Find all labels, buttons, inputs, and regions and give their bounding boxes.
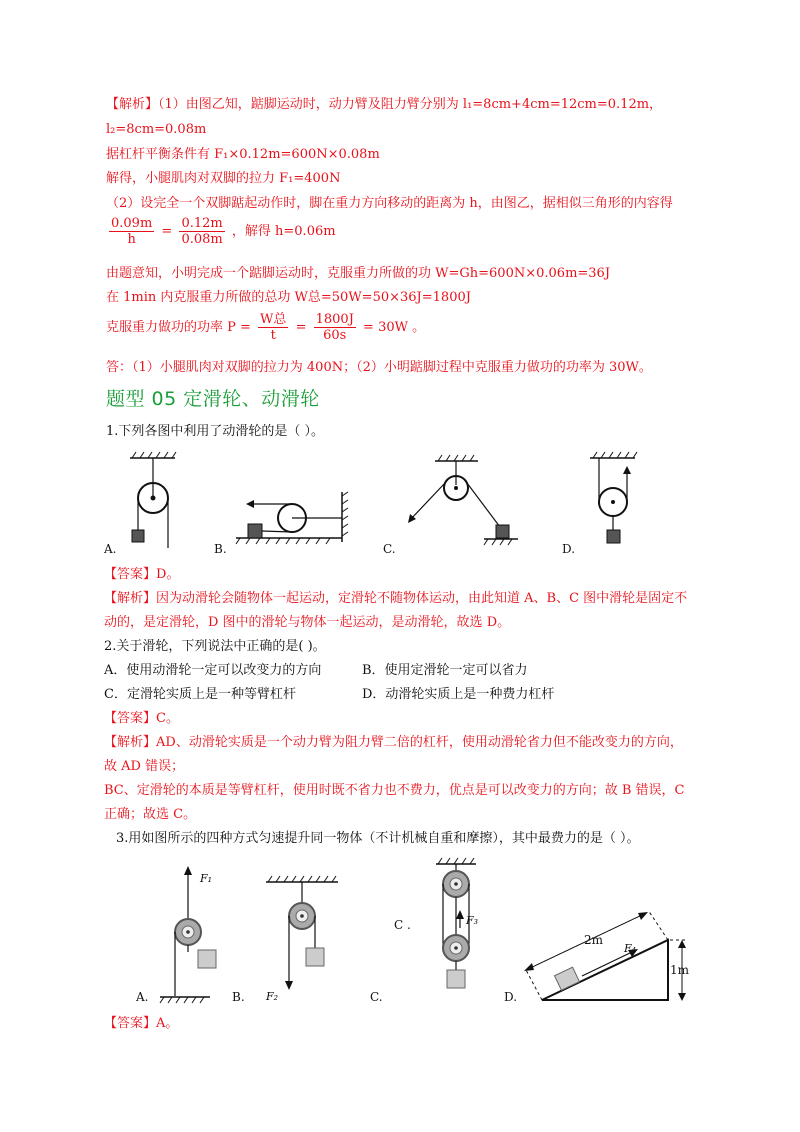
q3-length-1m: 1m	[670, 963, 690, 977]
q2-stem: 2.关于滑轮，下列说法中正确的是( )。	[104, 639, 326, 654]
q3-force-f1: F₁	[200, 872, 213, 885]
q3-figure-a	[150, 864, 220, 1004]
q1-analysis-line1: 【解析】因为动滑轮会随物体一起运动，定滑轮不随物体运动，由此知道 A、B、C 图中滑轮是固定不	[104, 591, 688, 606]
q2-analysis-line3: BC、定滑轮的本质是等臂杠杆，使用时既不省力也不费力，优点是可以改变力的方向；故 B 错误，C	[104, 783, 685, 798]
q3-option-c-inline: C .	[394, 918, 411, 932]
q3-figure-c	[430, 858, 500, 998]
analysis1-line7: 由题意知，小明完成一个踮脚运动时，克服重力所做的功 W=Gh=600N×0.06m=36J	[106, 266, 611, 281]
analysis1-line3: 据杠杆平衡条件有 F₁×0.12m=600N×0.08m	[106, 147, 380, 162]
q3-option-a: A.	[136, 990, 149, 1004]
proportion-equation: $\frac{0.09m}{h}$ = $\frac{0.12m}{0.08m}$ ，解得 h=0.06m	[111, 216, 336, 247]
q1-analysis-line2: 动的，是定滑轮，D 图中的滑轮与物体一起运动，是动滑轮，故选 D。	[104, 615, 511, 630]
q3-force-f3: F₃	[466, 914, 479, 927]
analysis1-line8: 在 1min 内克服重力所做的总功 W总=50W=50×36J=1800J	[106, 290, 471, 305]
q3-option-c: C.	[370, 990, 383, 1004]
section-heading: 题型 05 定滑轮、动滑轮	[106, 388, 320, 410]
power-equation: 克服重力做功的功率 P = $\frac{\text{W总}}{t}$ = $\frac{1800J}{60s}$ = 30W 。	[106, 312, 426, 343]
analysis-text: （1）由图乙知，踮脚运动时，动力臂及阻力臂分别为 l₁=8cm+4cm=12cm=0.12m，	[158, 97, 663, 112]
q1-option-d: D.	[562, 542, 576, 556]
q3-figure-b	[262, 876, 342, 1006]
analysis1-line2: l₂=8cm=0.08m	[106, 122, 207, 137]
q2-option-b: B．使用定滑轮一定可以省力	[362, 663, 528, 678]
q2-option-a: A．使用动滑轮一定可以改变力的方向	[104, 663, 322, 678]
fraction-values: $\frac{1800J}{60s}$	[315, 312, 354, 343]
fraction-left: $\frac{0.09m}{h}$	[111, 216, 153, 247]
q3-option-b: B.	[232, 990, 245, 1004]
q1-figure-d	[585, 452, 645, 552]
q3-force-f4: F₄	[624, 942, 637, 955]
q2-analysis-line4: 正确；故选 C。	[104, 807, 197, 822]
q3-option-d: D.	[504, 990, 518, 1004]
q1-option-b: B.	[214, 542, 227, 556]
q1-figure-b	[232, 490, 352, 550]
q2-option-d: D．动滑轮实质上是一种费力杠杆	[362, 687, 555, 702]
q3-answer: 【答案】A。	[104, 1016, 179, 1031]
q1-option-a: A.	[104, 542, 117, 556]
q3-stem: 3.用如图所示的四种方式匀速提升同一物体（不计机械自重和摩擦），其中最费力的是（ ）。	[116, 831, 640, 846]
q2-analysis-line2: 故 AD 错误；	[104, 759, 185, 774]
q2-answer: 【答案】C。	[104, 711, 179, 726]
q2-analysis-line1: 【解析】AD、动滑轮实质是一个动力臂为阻力臂二倍的杠杆，使用动滑轮省力但不能改变力的方向，	[104, 735, 683, 750]
q3-figure-d	[520, 900, 700, 1010]
analysis1-line5: （2）设完全一个双脚踮起动作时，脚在重力方向移动的距离为 h，由图乙，据相似三角形的内容得	[106, 196, 673, 211]
fraction-right: $\frac{0.12m}{0.08m}$	[181, 216, 223, 247]
q1-figure-c	[400, 455, 520, 550]
fraction-work-time: $\frac{\text{W总}}{t}$	[260, 312, 287, 343]
analysis1-line1	[106, 96, 662, 114]
q3-force-f2: F₂	[266, 990, 279, 1003]
analysis1-line4: 解得，小腿肌肉对双脚的拉力 F₁=400N	[106, 171, 341, 186]
q1-figure-a	[120, 452, 190, 552]
analysis1-answer: 答：（1）小腿肌肉对双脚的拉力为 400N；（2）小明踮脚过程中克服重力做功的功率为 30W。	[106, 360, 652, 375]
q1-option-c: C.	[383, 542, 396, 556]
q3-length-2m: 2m	[584, 933, 604, 947]
q1-stem: 1.下列各图中利用了动滑轮的是（ ）。	[106, 424, 325, 439]
q2-option-c: C．定滑轮实质上是一种等臂杠杆	[104, 687, 296, 702]
q1-answer: 【答案】D。	[104, 567, 180, 582]
analysis-tag: 【解析】	[106, 97, 159, 112]
